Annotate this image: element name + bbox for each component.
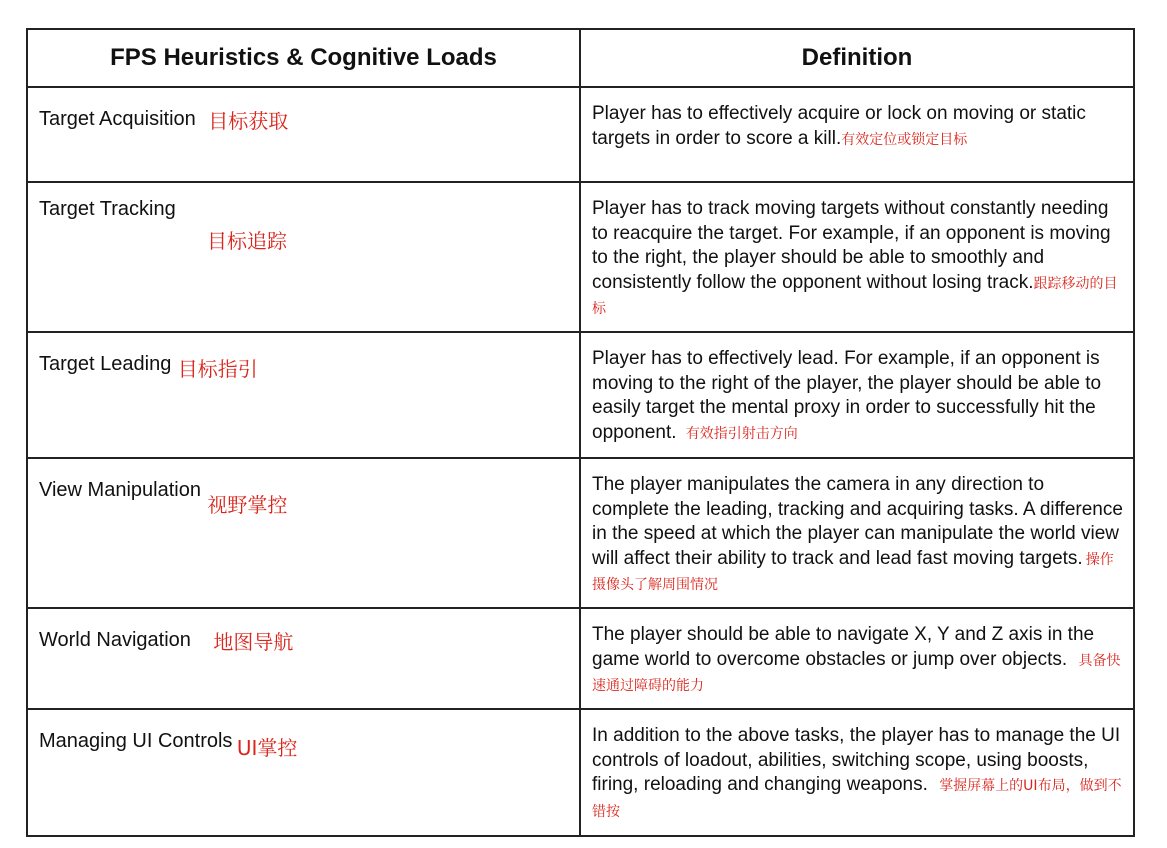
definition-text: Player has to effectively acquire or lock on moving or static targets in order to score a kill. <box>592 103 1086 149</box>
term-cell <box>27 608 580 709</box>
table-row <box>27 332 1134 458</box>
definition-translation: 有效指引射击方向 <box>685 425 798 442</box>
header-row <box>27 29 1134 87</box>
definition-translation: 操作摄像头了解周围情况 <box>592 551 1114 594</box>
term-translation: 目标追踪 <box>207 229 287 253</box>
term-translation: 地图导航 <box>213 630 294 654</box>
definition-text: Player has to effectively lead. For example, if an opponent is moving to the right of the player, the player should be able to easily target the mental proxy in order to successfully hit the opponent. <box>592 348 1102 443</box>
definition-text: In addition to the above tasks, the player has to manage the UI controls of loadout, abilities, switching scope, using boosts, firing, reloading and changing weapons. <box>592 725 1121 796</box>
heuristics-table-container <box>26 28 1133 837</box>
definition-text: The player manipulates the camera in any direction to complete the leading, tracking and acquiring tasks. A difference in the speed at which the player can manipulate the world view will affect their ability to track and lead fast moving targets. <box>592 474 1123 569</box>
term-cell <box>27 332 580 458</box>
term-label: Target Acquisition <box>39 108 196 130</box>
definition-cell <box>580 332 1134 458</box>
term-translation: 目标获取 <box>208 109 289 133</box>
definition-translation: 有效定位或锁定目标 <box>841 131 968 148</box>
definition-cell <box>580 709 1134 836</box>
definition-text: The player should be able to navigate X, Y and Z axis in the game world to overcome obstacles or jump over objects. <box>592 624 1095 670</box>
header-heuristics: FPS Heuristics & Cognitive Loads <box>27 29 580 87</box>
table-row <box>27 709 1134 836</box>
term-cell <box>27 458 580 608</box>
term-translation: 目标指引 <box>177 357 258 381</box>
term-translation: UI掌控 <box>236 736 298 760</box>
definition-translation: 具备快速通过障碍的能力 <box>592 652 1121 695</box>
term-label: Target Tracking <box>39 198 176 220</box>
term-cell <box>27 87 580 182</box>
definition-cell <box>580 182 1134 332</box>
table-row <box>27 458 1134 608</box>
definition-translation: 跟踪移动的目标 <box>592 275 1118 318</box>
definition-text: Player has to track moving targets without constantly needing to reacquire the target. For example, if an opponent is moving to the right, the player should be able to smoothly and consistently follow the opponent without losing track. <box>592 198 1111 293</box>
header-definition: Definition <box>580 29 1134 87</box>
table-row <box>27 608 1134 709</box>
term-cell <box>27 709 580 836</box>
term-translation: 视野掌控 <box>207 493 288 517</box>
definition-cell <box>580 87 1134 182</box>
term-label: View Manipulation <box>39 479 201 501</box>
definition-translation: 掌握屏幕上的UI布局，做到不错按 <box>592 778 1122 820</box>
term-label: World Navigation <box>39 629 191 651</box>
term-label: Target Leading <box>39 353 172 375</box>
table-row <box>27 182 1134 332</box>
definition-cell <box>580 608 1134 709</box>
heuristics-table <box>26 28 1135 837</box>
table-row <box>27 87 1134 182</box>
term-cell <box>27 182 580 332</box>
definition-cell <box>580 458 1134 608</box>
term-label: Managing UI Controls <box>39 730 233 752</box>
